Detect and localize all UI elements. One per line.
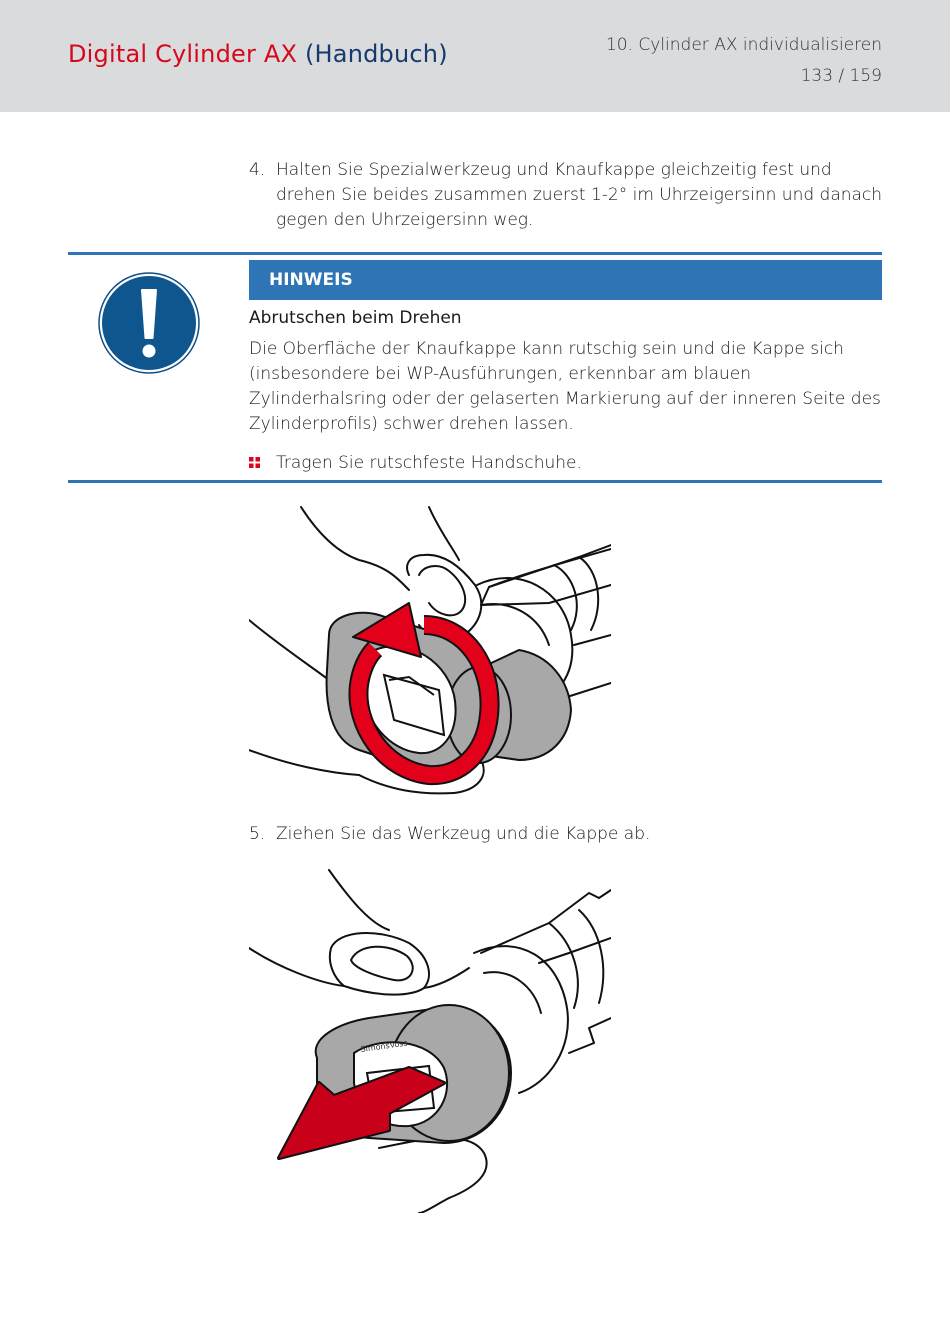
exclamation-icon [98,272,200,374]
brand-sub: (Handbuch) [304,40,448,68]
step-text: Ziehen Sie das Werkzeug und die Kappe ab. [276,824,651,844]
step-5 [249,822,889,847]
notice-body: Die Oberfläche der Knaufkappe kann rutschig sein und die Kappe sich (insbesondere bei WP-Ausführungen, erkennbar am blauen Zylinderhalsring oder der gelaserten Markierung auf der inneren Seite des Zylinderprofils) schwer drehen lassen. [249,339,881,434]
bullet-square-icon [249,457,260,468]
page-header [0,0,950,112]
document-title [68,40,448,68]
header-meta [606,30,882,92]
bullet-text: Tragen Sie rutschfeste Handschuhe. [276,453,582,473]
step-4 [249,158,889,233]
notice-label: HINWEIS [249,260,882,300]
step-text: Halten Sie Spezialwerkzeug und Knaufkappe gleichzeitig fest und drehen Sie beides zusammen zuerst 1-2° im Uhrzeigersinn und danach gegen den Uhrzeigersinn weg. [276,160,883,230]
illustration-pull-cap [249,868,611,1213]
illustration-rotate-cap [249,505,611,800]
chapter-title: 10. Cylinder AX individualisieren [605,35,882,55]
cap-marking: SimonsVoss [360,1038,409,1054]
notice-title: Abrutschen beim Drehen [249,308,462,328]
brand-main: Digital Cylinder AX [68,40,298,68]
notice-top-rule [68,252,882,255]
step-number: 4. [249,160,266,180]
page-number: 133 / 159 [800,66,882,86]
step-number: 5. [249,824,266,844]
notice-bottom-rule [68,480,882,483]
notice-bullet [249,451,582,475]
